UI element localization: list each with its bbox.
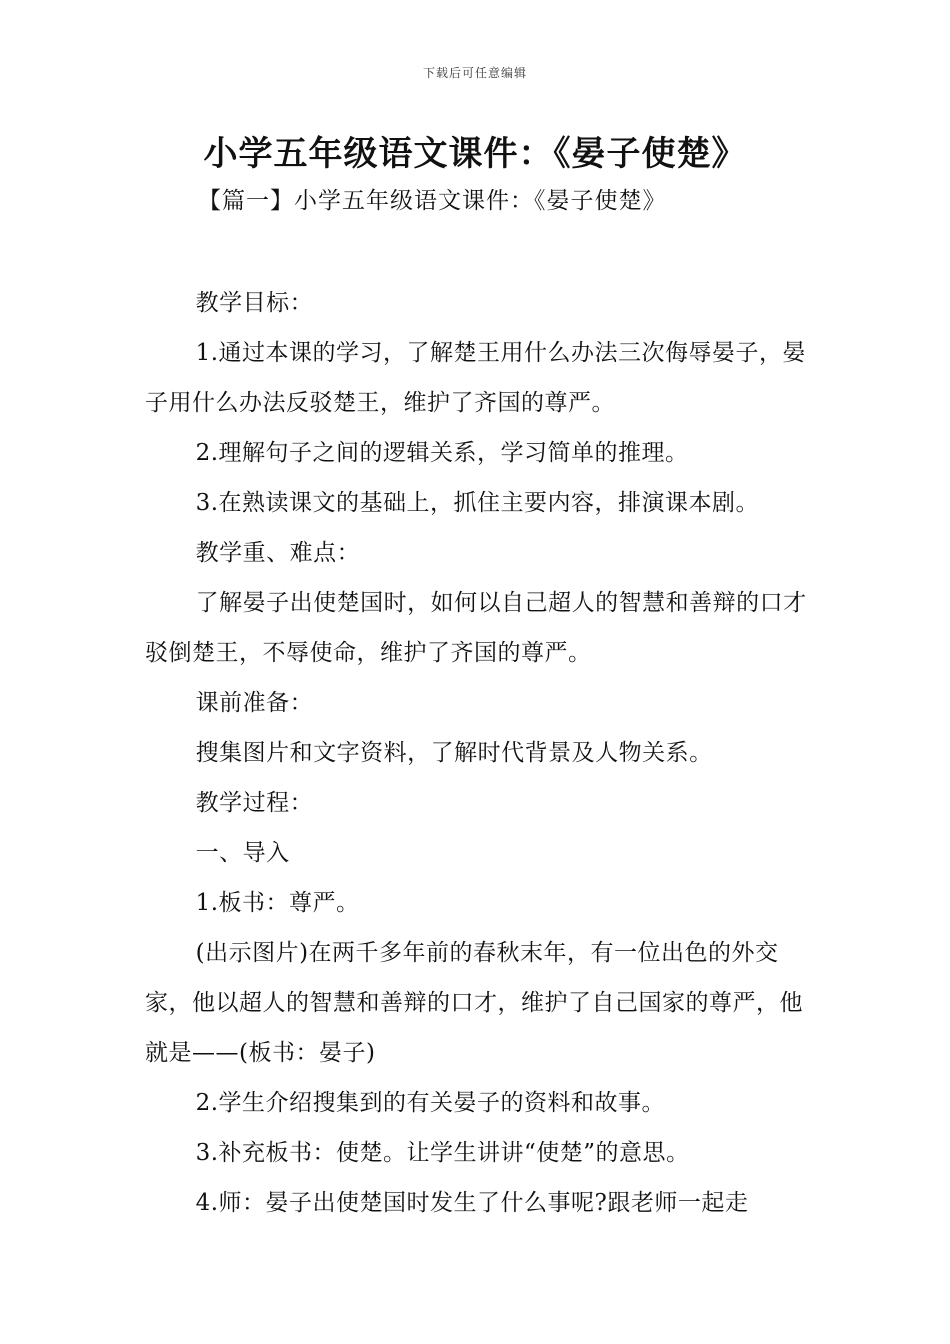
paragraph: (出示图片)在两千多年前的春秋末年，有一位出色的外交家，他以超人的智慧和善辩的口才，维护了自己国家的尊严，他就是——(板书：晏子)	[145, 940, 803, 1066]
paragraph: 2.学生介绍搜集到的有关晏子的资料和故事。	[195, 1090, 666, 1116]
paragraph: 1.板书：尊严。	[195, 890, 360, 916]
paragraph: 4.师：晏子出使楚国时发生了什么事呢?跟老师一起走	[195, 1190, 749, 1216]
paragraph: 3.在熟读课文的基础上，抓住主要内容，排演课本剧。	[195, 490, 760, 516]
paragraph: 教学过程：	[195, 790, 314, 816]
paragraph: 课前准备：	[195, 690, 314, 716]
document-title: 小学五年级语文课件：《晏子使楚》	[203, 134, 747, 174]
paragraph: 搜集图片和文字资料，了解时代背景及人物关系。	[195, 740, 713, 766]
document-body	[145, 278, 810, 1228]
paragraph: 3.补充板书：使楚。让学生讲讲“使楚”的意思。	[195, 1140, 690, 1166]
header-note: 下载后可任意编辑	[422, 66, 527, 80]
paragraph: 教学目标：	[195, 290, 314, 316]
paragraph: 教学重、难点：	[195, 540, 361, 566]
section-heading: 【篇一】小学五年级语文课件：《晏子使楚》	[198, 188, 667, 214]
paragraph: 一、导入	[195, 840, 290, 866]
paragraph: 2.理解句子之间的逻辑关系，学习简单的推理。	[195, 440, 689, 466]
paragraph: 1.通过本课的学习，了解楚王用什么办法三次侮辱晏子，晏子用什么办法反驳楚王，维护了齐国的尊严。	[145, 340, 807, 416]
paragraph: 了解晏子出使楚国时，如何以自己超人的智慧和善辩的口才驳倒楚王，不辱使命，维护了齐国的尊严。	[145, 590, 807, 666]
